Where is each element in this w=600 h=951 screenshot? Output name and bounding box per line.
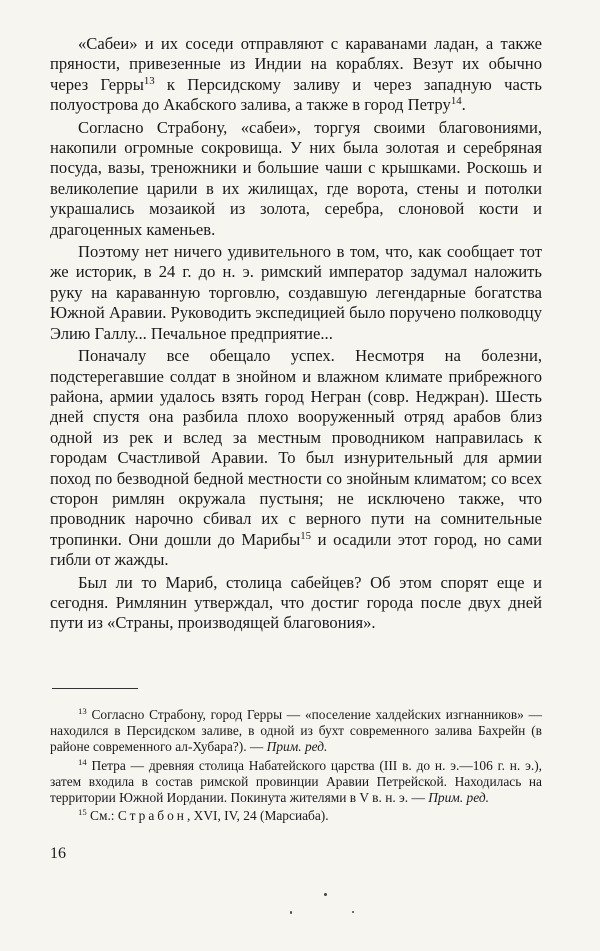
paragraph-text: Поначалу все обещало успех. Несмотря на болезни, подстерегавшие солдат в знойном и влажном климате прибрежного района, армии удалось взять город Негран (совр. Неджран). Шесть дней спустя она разбила плохо вооруженный отряд арабов близ одной из рек и вслед за местным проводником направилась к городам Счастливой Аравии. То был изнурительный для армии поход по безводной бедной местности со знойным климатом; со всех сторон римлян окружала пустыня; не исключено также, что проводник нарочно сбивал их с верного пути на сомнительные тропинки. Они дошли до Марибы xyxy=(50,346,542,549)
footnote-text: , XVI, IV, 24 (Марсиаба). xyxy=(186,808,329,824)
footnote-14 xyxy=(50,758,542,807)
print-speck xyxy=(352,911,354,913)
footnote-number: 14 xyxy=(78,756,87,767)
editor-note: Прим. ред. xyxy=(266,739,328,755)
footnote-number: 15 xyxy=(78,807,87,818)
paragraph-5: Был ли то Мариб, столица сабейцев? Об этом спорят еще и сегодня. Римлянин утверждал, что достиг города после двух дней пути из «Страны, производящей благовония». xyxy=(50,572,542,633)
paragraph-text: «Сабеи» и их соседи отправляют с караванами ладан, а также пряности, привезенные из Индии на кораблях. Везут их обычно через Герры xyxy=(50,34,542,94)
footnotes xyxy=(50,707,542,826)
footnote-ref-14[interactable]: 14 xyxy=(450,95,462,108)
footnote-text: Петра — древняя столица Набатейского царства (III в. до н. э.—106 г. н. э.), затем входила в состав римской провинции Аравии Петрейской. Находилась на территории Южной Иордании. Покинута жителями в V в. н. э. — xyxy=(50,757,542,806)
footnote-number: 13 xyxy=(78,706,87,717)
footnote-ref-15[interactable]: 15 xyxy=(300,529,312,542)
page-number: 16 xyxy=(50,845,66,862)
paragraph-text: и осадили этот город, но сами гибли от жажды. xyxy=(50,529,542,570)
footnote-text: См.: xyxy=(86,808,118,824)
paragraph-text: к Персидскому заливу и через западную часть полуострова до Акабского залива, а также в город Петру xyxy=(50,74,542,115)
paragraph-2: Согласно Страбону, «сабеи», торгуя своими благовониями, накопили огромные сокровища. У них была золотая и серебряная посуда, вазы, треножники и большие чаши с крышками. Роскошь и великолепие царили в их жилищах, где ворота, стены и потолки украшались мозаикой из золота, серебра, слоновой кости и драгоценных каменьев. xyxy=(50,117,542,239)
editor-note: Прим. ред. xyxy=(428,790,489,806)
footnote-author: Страбон xyxy=(117,808,187,824)
footnote-divider xyxy=(52,688,138,689)
print-speck xyxy=(324,893,327,896)
paragraph-3: Поэтому нет ничего удивительного в том, что, как сообщает тот же историк, в 24 г. до н. э. римский император задумал наложить руку на караванную торговлю, создавшую легендарные богатства Южной Аравии. Руководить экспедицией было поручено полководцу Элию Галлу... Печальное предприятие... xyxy=(50,242,542,343)
main-text xyxy=(50,34,542,634)
paragraph-text: . xyxy=(461,95,466,115)
footnote-ref-13[interactable]: 13 xyxy=(143,74,155,87)
footnote-15 xyxy=(50,808,542,824)
print-speck xyxy=(290,911,292,914)
footnote-text: Согласно Страбону, город Герры — «поселение халдейских изгнанников» — находился в Персидском заливе, в одной из бухт современного залива Бахрейн (в районе современного ал-Хубара?). — xyxy=(50,707,542,755)
paragraph-4 xyxy=(50,346,542,570)
footnote-13 xyxy=(50,707,542,756)
paragraph-1 xyxy=(50,34,542,116)
